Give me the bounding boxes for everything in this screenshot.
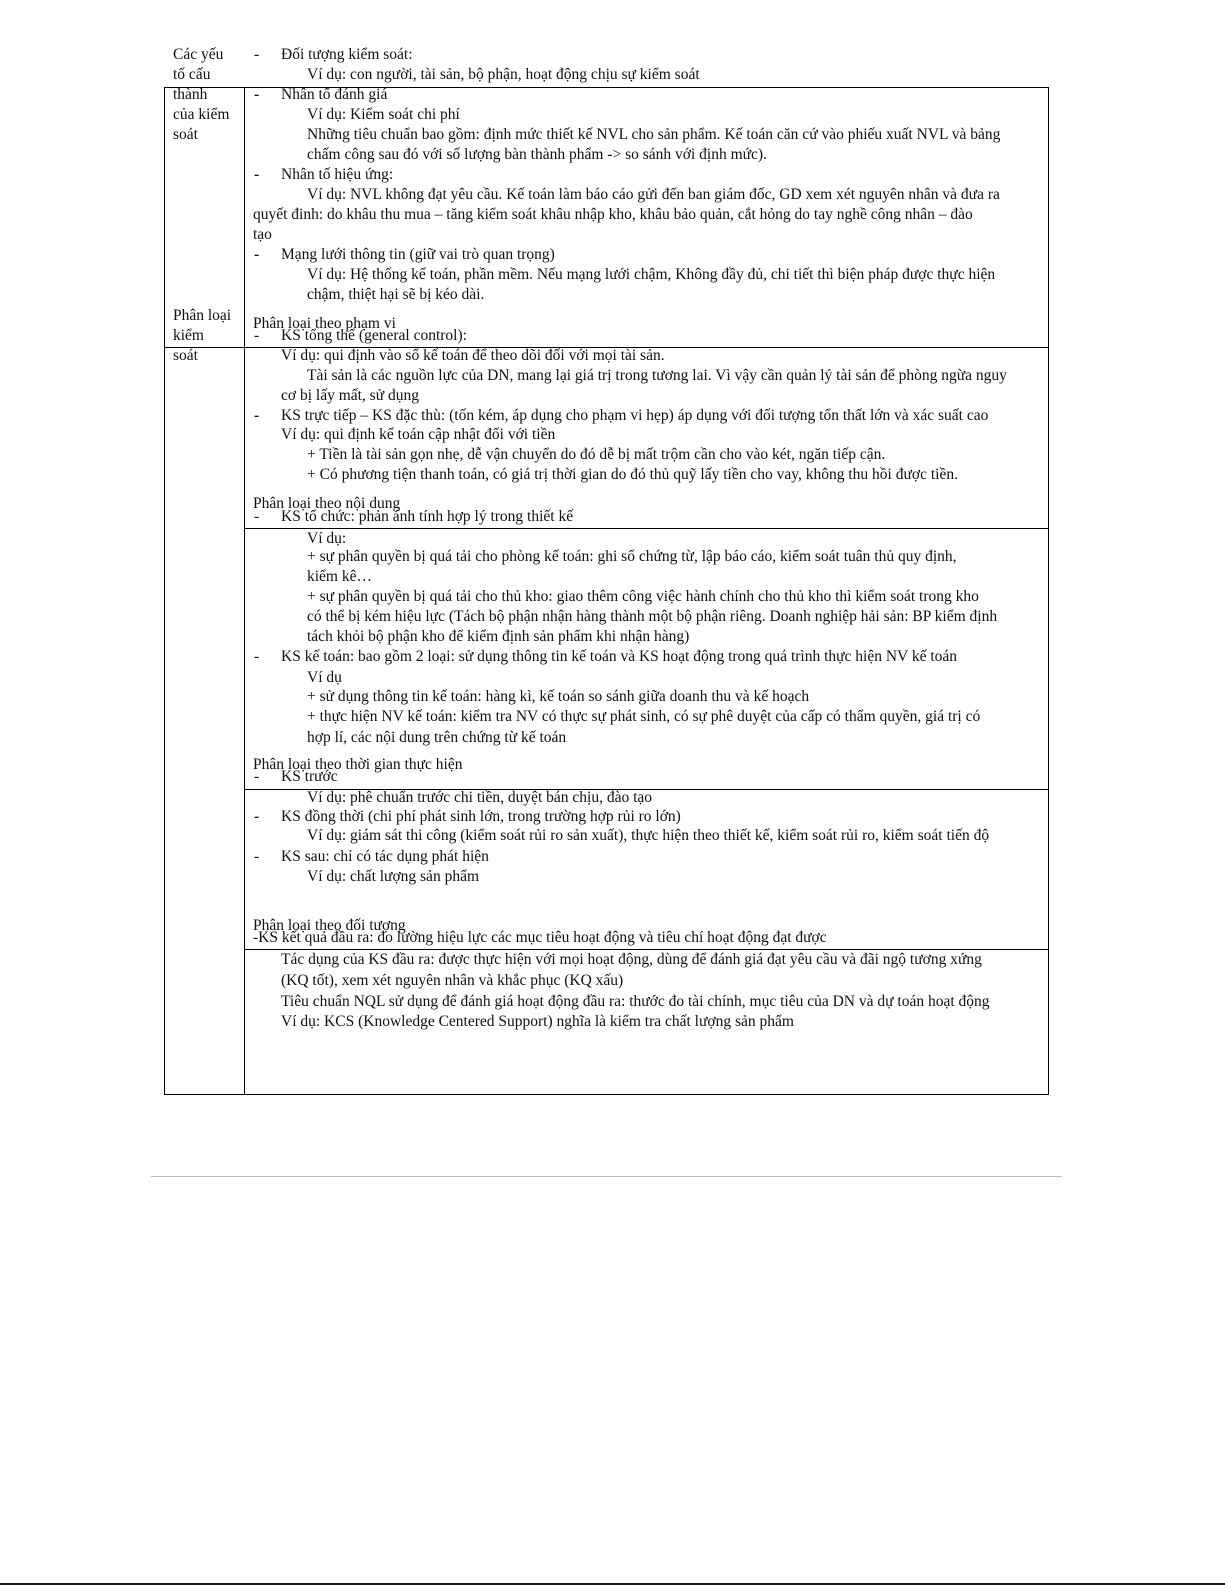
item-example: Ví dụ: phê chuẩn trước chi tiền, duyệt bán chịu, đào tạo	[307, 789, 653, 806]
left-label: thành	[173, 86, 208, 103]
left-label: của kiểm	[173, 106, 230, 123]
bullet-dash: -	[254, 246, 260, 263]
body-line: (KQ tốt), xem xét nguyên nhân và khắc phục (KQ xấu)	[281, 972, 624, 989]
left-label: soát	[173, 347, 198, 364]
plus-line: hợp lí, các nội dung trên chứng từ kế toán	[307, 729, 567, 746]
item-title: KS tổng thể (general control):	[281, 327, 467, 344]
item-example: Ví dụ	[307, 669, 342, 686]
plus-line: + Tiền là tài sản gọn nhẹ, dễ vận chuyển do đó dễ bị mất trộm cần cho vào két, ngăn tiếp cận.	[307, 446, 886, 463]
item-title: KS tổ chức: phản ánh tính hợp lý trong thiết kế	[281, 508, 574, 525]
item-title: Đối tượng kiểm soát:	[281, 46, 413, 63]
plus-line: kiểm kê…	[307, 568, 372, 585]
body-line: tạo	[253, 226, 272, 243]
table-left-border	[164, 87, 165, 1095]
body-line: Ví dụ: Hệ thống kế toán, phần mềm. Nếu mạng lưới chậm, Không đầy đủ, chi tiết thì biện pháp được thực hiện	[307, 266, 996, 283]
section-heading: Phân loại theo nội dung	[253, 495, 401, 512]
item-title: KS đồng thời (chi phí phát sinh lớn, trong trường hợp rủi ro lớn)	[281, 808, 681, 825]
item-example: Ví dụ: giám sát thi công (kiểm soát rủi ro sản xuất), thực hiện theo thiết kế, kiểm soát rủi ro, kiểm soát tiến độ	[307, 827, 990, 844]
item-example: Ví dụ: Kiểm soát chi phí	[307, 106, 460, 123]
bullet-dash: -	[254, 648, 260, 665]
item-example: Ví dụ:	[307, 530, 347, 547]
plus-line: + sử dụng thông tin kế toán: hàng kì, kế toán so sánh giữa doanh thu và kế hoạch	[307, 688, 810, 705]
item-example: Ví dụ: con người, tài sản, bộ phận, hoạt động chịu sự kiểm soát	[307, 66, 700, 83]
left-label: Phân loại	[173, 307, 232, 324]
body-line: Ví dụ: NVL không đạt yêu cầu. Kế toán làm báo cáo gửi đến ban giám đốc, GD xem xét nguyên nhân và đưa ra	[307, 186, 1000, 203]
bullet-dash: -	[254, 508, 260, 525]
plus-line: + sự phân quyền bị quá tải cho phòng kế toán: ghi sổ chứng từ, lập báo cáo, kiểm soát tuân thủ quy định,	[307, 548, 957, 565]
table-column-divider	[244, 87, 245, 1095]
bullet-dash: -	[254, 768, 260, 785]
body-line: chậm, thiệt hại sẽ bị kéo dài.	[307, 286, 485, 303]
plus-line: + Có phương tiện thanh toán, có giá trị thời gian do đó thủ quỹ lấy tiền cho vay, không thu hồi được tiền.	[307, 466, 958, 483]
table-right-border	[1048, 87, 1049, 1095]
plus-line: tách khỏi bộ phận kho để kiểm định sản phẩm khi nhận hàng)	[307, 628, 690, 645]
body-line: Tiêu chuẩn NQL sử dụng để đánh giá hoạt động đầu ra: thước đo tài chính, mục tiêu của DN và dự toán hoạt động	[281, 993, 990, 1010]
bullet-dash: -	[254, 407, 260, 424]
item-title: KS trực tiếp – KS đặc thù: (tốn kém, áp dụng cho phạm vi hẹp) áp dụng với đối tượng tổn thất lớn và xác suất cao	[281, 407, 989, 424]
item-title: Nhân tố hiệu ứng:	[281, 166, 394, 183]
item-title: KS sau: chỉ có tác dụng phát hiện	[281, 848, 489, 865]
body-line: Tài sản là các nguồn lực của DN, mang lại giá trị trong tương lai. Vì vậy cần quản lý tài sản để phòng ngừa nguy	[307, 367, 1007, 384]
table-bottom-border	[164, 1094, 1049, 1095]
bullet-dash: -	[254, 166, 260, 183]
row-divider-2	[244, 528, 1049, 529]
plus-line: + thực hiện NV kế toán: kiểm tra NV có thực sự phát sinh, có sự phê duyệt của cấp có thẩm quyền, giá trị có	[307, 708, 981, 725]
body-line: Những tiêu chuẩn bao gồm: định mức thiết kế NVL cho sản phẩm. Kế toán căn cứ vào phiếu xuất NVL và bảng	[307, 126, 1001, 143]
plus-line: + sự phân quyền bị quá tải cho thủ kho: giao thêm công việc hành chính cho thủ kho thì kiểm soát trong kho	[307, 588, 979, 605]
item-example: Ví dụ: qui định vào sổ kế toán để theo dõi đối với mọi tài sản.	[281, 347, 665, 364]
item-title: Nhân tố đánh giá	[281, 86, 388, 103]
body-line: Ví dụ: KCS (Knowledge Centered Support) nghĩa là kiểm tra chất lượng sản phẩm	[281, 1013, 794, 1030]
bullet-dash: -	[254, 327, 260, 344]
left-label: kiểm	[173, 327, 204, 344]
body-line: Tác dụng của KS đầu ra: được thực hiện với mọi hoạt động, dùng để đánh giá đạt yêu cầu và đãi ngộ tương xứng	[281, 951, 982, 968]
bullet-dash: -	[254, 808, 260, 825]
bullet-dash: -	[254, 848, 260, 865]
item-example: Ví dụ: qui định kế toán cập nhật đối với tiền	[281, 426, 556, 443]
item-example: Ví dụ: chất lượng sản phẩm	[307, 868, 479, 885]
item-title: KS trước	[281, 768, 338, 785]
section-heading: Phân loại theo phạm vi	[253, 315, 396, 332]
bullet-dash: -	[254, 86, 260, 103]
body-line: chấm công sau đó với số lượng bàn thành phẩm -> so sánh với định mức).	[307, 146, 767, 163]
item-title: -KS kết quả đầu ra: đo lường hiệu lực các mục tiêu hoạt động và tiêu chí hoạt động đạt được	[253, 929, 827, 946]
item-title: KS kế toán: bao gồm 2 loại: sử dụng thông tin kế toán và KS hoạt động trong quá trình thực hiện NV kế toán	[281, 648, 958, 665]
page-separator	[151, 1176, 1062, 1177]
section-heading: Phân loại theo đối tượng	[253, 917, 406, 934]
bullet-dash: -	[254, 46, 260, 63]
section-heading: Phân loại theo thời gian thực hiện	[253, 756, 463, 773]
left-label: Các yếu	[173, 46, 224, 63]
item-title: Mạng lưới thông tin (giữ vai trò quan trọng)	[281, 246, 555, 263]
left-label: tố cấu	[173, 66, 211, 83]
plus-line: có thể bị kém hiệu lực (Tách bộ phận nhận hàng thành một bộ phận riêng. Doanh nghiệp hải sản: BP kiểm định	[307, 608, 998, 625]
body-line: quyết đinh: do khâu thu mua – tăng kiểm soát khâu nhập kho, khâu bảo quản, cắt hỏng do tay nghề công nhân – đào	[253, 206, 973, 223]
body-line: cơ bị lấy mất, sử dụng	[281, 387, 419, 404]
left-label: soát	[173, 126, 198, 143]
